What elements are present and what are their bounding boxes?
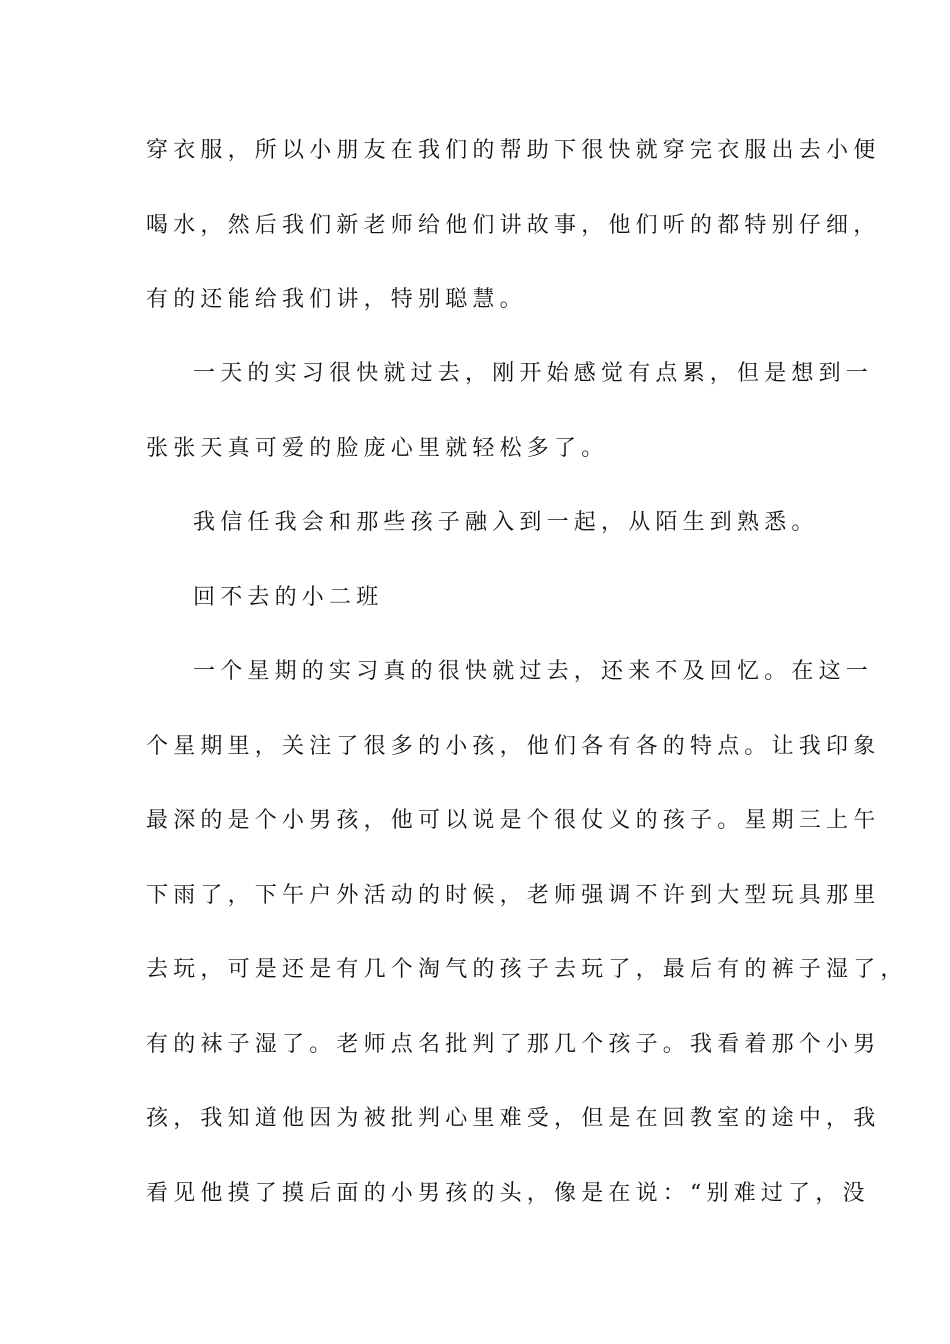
text-line: 有的袜子湿了。老师点名批判了那几个孩子。我看着那个小男 <box>146 1032 881 1057</box>
text-line: 看见他摸了摸后面的小男孩的头，像是在说：“别难过了，没 <box>146 1181 870 1206</box>
text-line: 去玩，可是还是有几个淘气的孩子去玩了，最后有的裤子湿了， <box>146 957 908 982</box>
text-line: 一个星期的实习真的很快就过去，还来不及回忆。在这一 <box>193 659 874 684</box>
text-line: 个星期里，关注了很多的小孩，他们各有各的特点。让我印象 <box>146 734 881 759</box>
text-line: 张张天真可爱的脸庞心里就轻松多了。 <box>146 436 609 461</box>
text-line: 孩，我知道他因为被批判心里难受，但是在回教室的途中，我 <box>146 1106 881 1131</box>
text-line: 一天的实习很快就过去，刚开始感觉有点累，但是想到一 <box>193 361 874 386</box>
text-line: 有的还能给我们讲，特别聪慧。 <box>146 287 527 312</box>
text-line: 穿衣服，所以小朋友在我们的帮助下很快就穿完衣服出去小便 <box>146 138 881 163</box>
text-line: 最深的是个小男孩，他可以说是个很仗义的孩子。星期三上午 <box>146 808 881 833</box>
section-heading: 回不去的小二班 <box>193 585 384 610</box>
text-line: 下雨了，下午户外活动的时候，老师强调不许到大型玩具那里 <box>146 883 881 908</box>
text-line: 我信任我会和那些孩子融入到一起，从陌生到熟悉。 <box>193 510 819 535</box>
text-line: 喝水，然后我们新老师给他们讲故事，他们听的都特别仔细， <box>146 213 881 238</box>
